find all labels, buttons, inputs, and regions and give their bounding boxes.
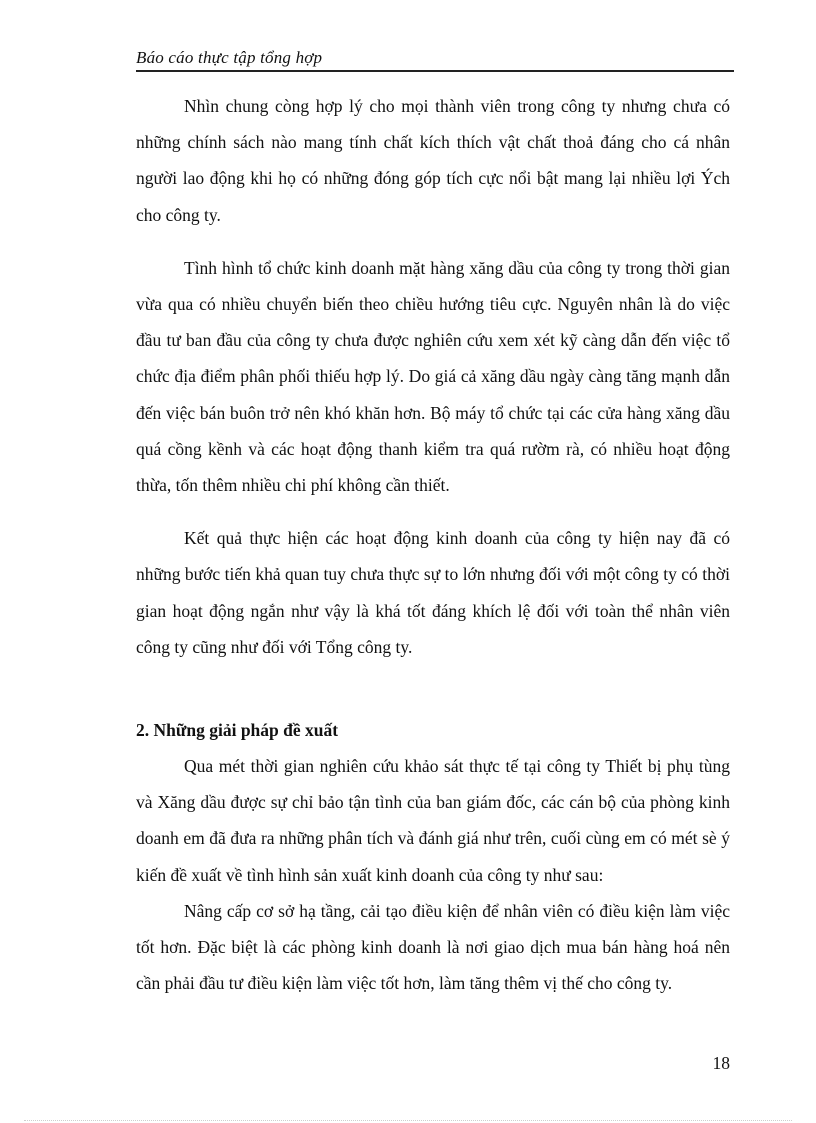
paragraph: Kết quả thực hiện các hoạt động kinh doanh của công ty hiện nay đã có những bước tiến khả quan tuy chưa thực sự to lớn nhưng đối với một công ty có thời gian hoạt động ngắn như vậy là khá tốt đáng khích lệ đối với toàn thể nhân viên công ty cũng như đối với Tổng công ty. bbox=[136, 528, 730, 657]
paragraph: Nhìn chung còng hợp lý cho mọi thành viên trong công ty nhưng chưa có những chính sách nào mang tính chất kích thích vật chất thoả đáng cho cá nhân người lao động khi họ có những đóng góp tích cực nổi bật mang lại nhiều lợi Ých cho công ty. bbox=[136, 96, 730, 225]
page-header bbox=[136, 44, 734, 72]
paragraph: Tình hình tổ chức kinh doanh mặt hàng xăng dầu của công ty trong thời gian vừa qua có nhiều chuyển biến theo chiều hướng tiêu cực. Nguyên nhân là do việc đầu tư ban đầu của công ty chưa được nghiên cứu xem xét kỹ càng dẫn đến việc tổ chức địa điểm phân phối thiếu hợp lý. Do giá cả xăng dầu ngày càng tăng mạnh dẫn đến việc bán buôn trở nên khó khăn hơn. Bộ máy tổ chức tại các cửa hàng xăng dầu quá cồng kềnh và các hoạt động thanh kiểm tra quá rườm rà, có nhiều hoạt động thừa, tốn thêm nhiều chi phí không cần thiết. bbox=[136, 257, 730, 496]
page-bottom-divider bbox=[24, 1120, 792, 1121]
document-body bbox=[136, 88, 730, 1001]
page-number: 18 bbox=[712, 1053, 730, 1073]
header-title: Báo cáo thực tập tổng hợp bbox=[136, 48, 323, 67]
section-heading: 2. Những giải pháp đề xuất bbox=[136, 720, 339, 741]
paragraph: Qua mét thời gian nghiên cứu khảo sát thực tế tại công ty Thiết bị phụ tùng và Xăng dầu được sự chỉ bảo tận tình của ban giám đốc, các cán bộ của phòng kinh doanh em đã đưa ra những phân tích và đánh giá như trên, cuối cùng em có mét sè ý kiến đề xuất về tình hình sản xuất kinh doanh của công ty như sau: bbox=[136, 756, 730, 885]
paragraph: Nâng cấp cơ sở hạ tầng, cải tạo điều kiện để nhân viên có điều kiện làm việc tốt hơn. Đặc biệt là các phòng kinh doanh là nơi giao dịch mua bán hàng hoá nên cần phải đầu tư điều kiện làm việc tốt hơn, làm tăng thêm vị thế cho công ty. bbox=[136, 900, 730, 994]
